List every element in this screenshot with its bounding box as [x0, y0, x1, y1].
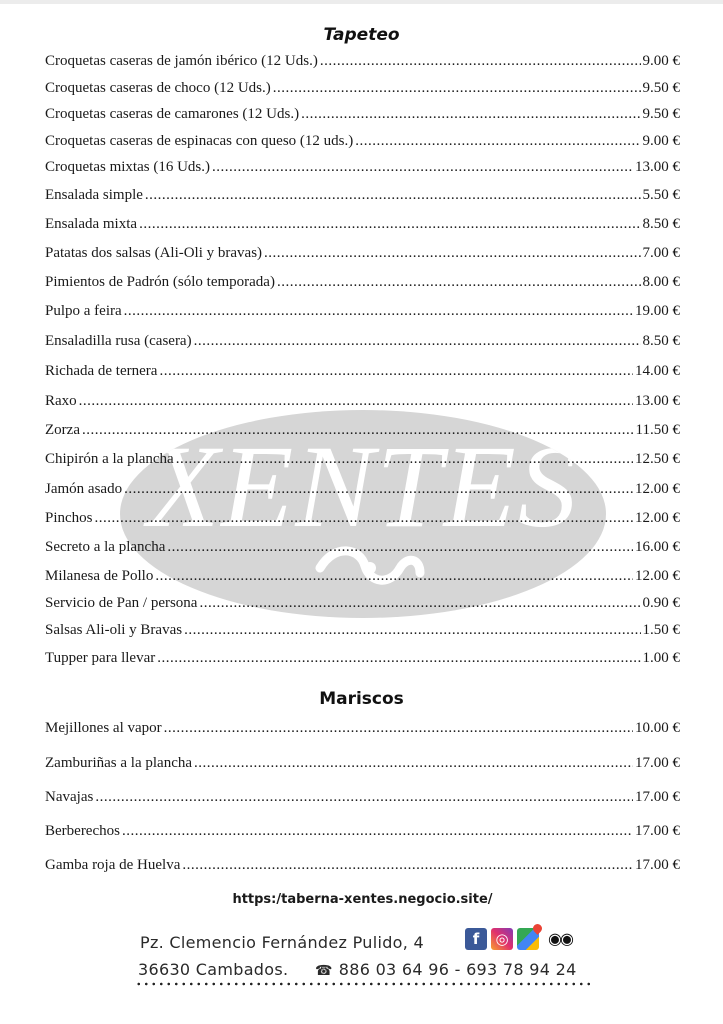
menu-item-row — [45, 821, 680, 841]
menu-item-name: Croquetas caseras de camarones (12 Uds.) — [45, 106, 300, 122]
menu-item-row — [45, 718, 680, 738]
menu-item-row — [45, 78, 680, 98]
menu-item-name: Pimientos de Padrón (sólo temporada) — [45, 274, 275, 290]
menu-item-row — [45, 361, 680, 381]
menu-item-row — [45, 420, 680, 440]
dot-leader — [194, 753, 633, 773]
menu-item-row — [45, 391, 680, 411]
google-maps-icon[interactable] — [517, 928, 539, 950]
instagram-icon[interactable]: ◎ — [491, 928, 513, 950]
menu-item-row — [45, 449, 680, 469]
menu-item-row — [45, 648, 680, 668]
menu-item-name: Zamburiñas a la plancha — [45, 755, 193, 771]
menu-item-row — [45, 243, 680, 263]
menu-item-name: Secreto a la plancha — [45, 539, 166, 555]
menu-item-name: Croquetas caseras de choco (12 Uds.) — [45, 80, 271, 96]
menu-item-name: Jamón asado — [45, 481, 123, 497]
menu-item-row — [45, 593, 680, 613]
watermark-text: XENTES — [147, 421, 579, 552]
menu-item-name: Croquetas mixtas (16 Uds.) — [45, 159, 210, 175]
dot-leader — [184, 620, 640, 640]
menu-item-row — [45, 508, 680, 528]
phone-numbers — [315, 960, 577, 979]
menu-item-name: Croquetas caseras de espinacas con queso (12 uds.) — [45, 133, 354, 149]
dot-leader — [157, 648, 640, 668]
menu-item-row — [45, 620, 680, 640]
dot-leader — [79, 391, 633, 411]
menu-item-price: 5.50 € — [642, 187, 680, 203]
menu-item-name: Gamba roja de Huelva — [45, 857, 181, 873]
dot-leader — [212, 157, 633, 177]
menu-item-row — [45, 331, 680, 351]
dotted-divider — [135, 982, 590, 986]
dot-leader — [122, 821, 633, 841]
dot-leader — [264, 243, 640, 263]
menu-item-price: 14.00 € — [635, 363, 680, 379]
menu-item-row — [45, 566, 680, 586]
menu-item-price: 12.00 € — [635, 510, 680, 526]
menu-item-price: 13.00 € — [635, 393, 680, 409]
menu-item-price: 1.00 € — [642, 650, 680, 666]
menu-item-price: 8.50 € — [642, 333, 680, 349]
menu-item-row — [45, 185, 680, 205]
menu-item-name: Berberechos — [45, 823, 120, 839]
tripadvisor-icon[interactable]: ◉◉ — [548, 929, 572, 948]
dot-leader — [159, 361, 633, 381]
facebook-icon[interactable]: f — [465, 928, 487, 950]
dot-leader — [82, 420, 634, 440]
menu-item-name: Servicio de Pan / persona — [45, 595, 198, 611]
menu-item-row — [45, 214, 680, 234]
menu-item-name: Ensaladilla rusa (casera) — [45, 333, 192, 349]
dot-leader — [194, 331, 641, 351]
menu-item-name: Ensalada simple — [45, 187, 143, 203]
menu-item-row — [45, 131, 680, 151]
social-icons — [465, 928, 577, 950]
menu-item-price: 17.00 € — [635, 755, 680, 771]
menu-item-price: 0.90 € — [642, 595, 680, 611]
menu-item-price: 10.00 € — [635, 720, 680, 736]
menu-item-name: Pinchos — [45, 510, 93, 526]
menu-item-price: 9.00 € — [642, 133, 680, 149]
menu-item-price: 9.50 € — [642, 80, 680, 96]
dot-leader — [145, 185, 641, 205]
dot-leader — [139, 214, 640, 234]
menu-item-price: 13.00 € — [635, 159, 680, 175]
dot-leader — [355, 131, 640, 151]
menu-item-row — [45, 272, 680, 292]
dot-leader — [199, 593, 640, 613]
menu-item-price: 12.50 € — [635, 451, 680, 467]
menu-item-name: Raxo — [45, 393, 77, 409]
dot-leader — [95, 508, 633, 528]
menu-item-price: 9.00 € — [642, 53, 680, 69]
menu-item-name: Croquetas caseras de jamón ibérico (12 Uds.) — [45, 53, 318, 69]
dot-leader — [124, 301, 633, 321]
menu-item-row — [45, 479, 680, 499]
menu-item-row — [45, 51, 680, 71]
menu-item-row — [45, 104, 680, 124]
menu-item-row — [45, 855, 680, 875]
menu-item-row — [45, 787, 680, 807]
section-title-mariscos: Mariscos — [319, 689, 404, 709]
dot-leader — [301, 104, 640, 124]
menu-item-name: Navajas — [45, 789, 94, 805]
dot-leader — [277, 272, 641, 292]
dot-leader — [155, 566, 633, 586]
dot-leader — [167, 537, 633, 557]
contact-footer — [135, 885, 590, 990]
menu-item-name: Richada de ternera — [45, 363, 158, 379]
dot-leader — [176, 449, 633, 469]
address-line: Pz. Clemencio Fernández Pulido, 4 — [140, 933, 425, 952]
website-link[interactable]: https:/taberna-xentes.negocio.site/ — [232, 892, 493, 907]
menu-item-row — [45, 537, 680, 557]
phone-numbers-text: 886 03 64 96 - 693 78 94 24 — [338, 960, 577, 979]
menu-item-name: Ensalada mixta — [45, 216, 138, 232]
menu-item-name: Milanesa de Pollo — [45, 568, 154, 584]
menu-item-row — [45, 157, 680, 177]
menu-item-name: Salsas Ali-oli y Bravas — [45, 622, 183, 638]
top-edge-bar — [0, 0, 723, 4]
menu-item-name: Mejillones al vapor — [45, 720, 162, 736]
menu-item-name: Pulpo a feira — [45, 303, 122, 319]
menu-item-row — [45, 753, 680, 773]
menu-item-row — [45, 301, 680, 321]
menu-item-price: 17.00 € — [635, 789, 680, 805]
menu-item-price: 17.00 € — [635, 823, 680, 839]
menu-item-price: 8.00 € — [642, 274, 680, 290]
city-line: 36630 Cambados. — [138, 960, 289, 979]
dot-leader — [273, 78, 641, 98]
menu-item-price: 11.50 € — [635, 422, 680, 438]
dot-leader — [95, 787, 633, 807]
menu-item-price: 8.50 € — [642, 216, 680, 232]
menu-item-name: Patatas dos salsas (Ali-Oli y bravas) — [45, 245, 263, 261]
phone-icon: ☎ — [315, 963, 333, 979]
menu-item-price: 1.50 € — [642, 622, 680, 638]
menu-item-price: 17.00 € — [635, 857, 680, 873]
dot-leader — [182, 855, 633, 875]
menu-item-name: Chipirón a la plancha — [45, 451, 174, 467]
section-title-tapeteo: Tapeteo — [323, 25, 400, 45]
menu-item-price: 19.00 € — [635, 303, 680, 319]
menu-item-name: Tupper para llevar — [45, 650, 156, 666]
menu-item-name: Zorza — [45, 422, 80, 438]
menu-item-price: 7.00 € — [642, 245, 680, 261]
menu-item-price: 12.00 € — [635, 568, 680, 584]
menu-item-price: 16.00 € — [635, 539, 680, 555]
dot-leader — [320, 51, 641, 71]
dot-leader — [124, 479, 633, 499]
dot-leader — [164, 718, 633, 738]
menu-item-price: 9.50 € — [642, 106, 680, 122]
menu-item-price: 12.00 € — [635, 481, 680, 497]
